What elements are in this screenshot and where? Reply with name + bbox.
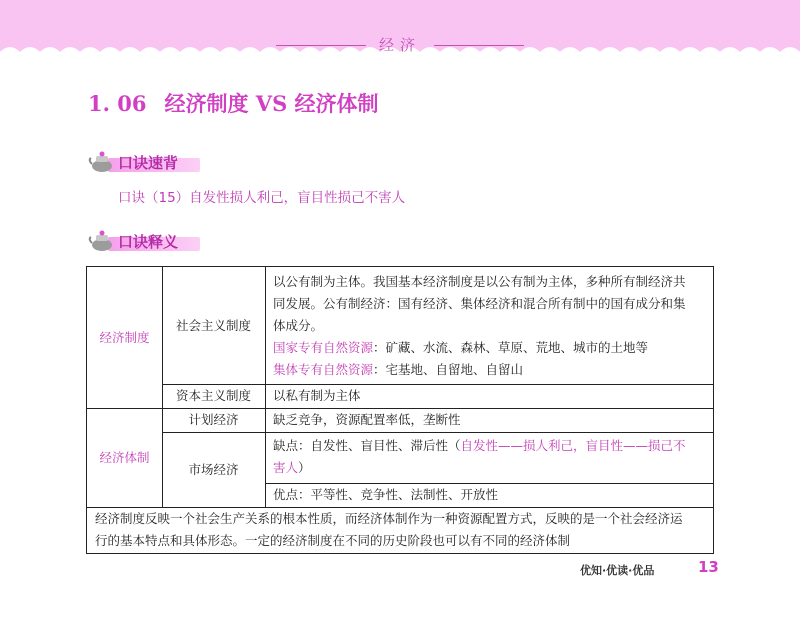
page-title <box>88 88 379 118</box>
mnemonic-text: 口诀（15）自发性损人利己，盲目性损己不害人 <box>118 190 406 206</box>
cons-suffix: ） <box>298 460 311 475</box>
footer-slogan: 优知·优读·优品 <box>580 564 655 577</box>
market-cons-line1 <box>273 435 706 457</box>
summary-cell <box>87 507 714 554</box>
state-resources-text: ：矿藏、水流、森林、草原、荒地、城市的土地等 <box>373 340 649 355</box>
section-heading-mnemonic <box>88 150 202 172</box>
summary-line: 行的基本特点和具体形态。一定的经济制度在不同的历史阶段也可以有不同的经济体制 <box>95 533 571 548</box>
state-resources-line <box>273 337 706 359</box>
market-cons-line2 <box>273 457 706 479</box>
section-label: 口诀速背 <box>118 154 179 172</box>
cell-capitalist-label: 资本主义制度 <box>175 388 251 403</box>
cell-capitalist-content: 以私有制为主体 <box>273 388 361 403</box>
cell-planned-content: 缺乏竞争，资源配置率低，垄断性 <box>273 412 461 427</box>
section-number: 1. 06 <box>88 91 147 116</box>
footer <box>580 558 719 578</box>
state-resources-label: 国家专有自然资源 <box>273 340 374 355</box>
cell-market-cons <box>265 432 714 483</box>
collective-resources-label: 集体专有自然资源 <box>273 362 374 377</box>
collective-resources-text: ：宅基地、自留地、自留山 <box>373 362 524 377</box>
cell-planned-label: 计划经济 <box>188 412 239 427</box>
section-label: 口诀释义 <box>118 233 179 251</box>
socialist-line: 同发展。公有制经济：国有经济、集体经济和混合所有制中的国有成分和集 <box>273 296 686 311</box>
collective-resources-line <box>273 359 706 381</box>
row-label-economic-mechanism: 经济体制 <box>99 449 150 465</box>
cell-market-pros: 优点：平等性、竞争性、法制性、开放性 <box>273 487 499 502</box>
cell-socialist-label: 社会主义制度 <box>175 317 251 333</box>
teapot-icon <box>88 229 118 253</box>
section-heading-explanation <box>88 229 202 251</box>
socialist-line: 以公有制为主体。我国基本经济制度是以公有制为主体，多种所有制经济共 <box>273 274 686 289</box>
cell-market-label: 市场经济 <box>188 461 239 477</box>
page-number: 13 <box>698 558 719 576</box>
page-header-band <box>0 0 800 62</box>
cons-pink-1: 自发性——损人利己，盲目性——损己不 <box>460 438 686 453</box>
socialist-line: 体成分。 <box>273 318 324 333</box>
summary-line: 经济制度反映一个社会生产关系的根本性质，而经济体制作为一种资源配置方式，反映的是一个社会经济运 <box>95 511 683 526</box>
header-rule-right <box>434 45 524 46</box>
section-title: 经济制度 VS 经济体制 <box>164 91 379 116</box>
cons-pink-2: 害人 <box>273 460 299 475</box>
header-title: 经济 <box>378 36 421 54</box>
comparison-table <box>86 266 714 554</box>
row-label-economic-system: 经济制度 <box>99 329 150 345</box>
cons-prefix: 缺点：自发性、盲目性、滞后性（ <box>273 438 461 453</box>
teapot-icon <box>88 150 118 174</box>
cell-socialist-content <box>265 267 714 384</box>
